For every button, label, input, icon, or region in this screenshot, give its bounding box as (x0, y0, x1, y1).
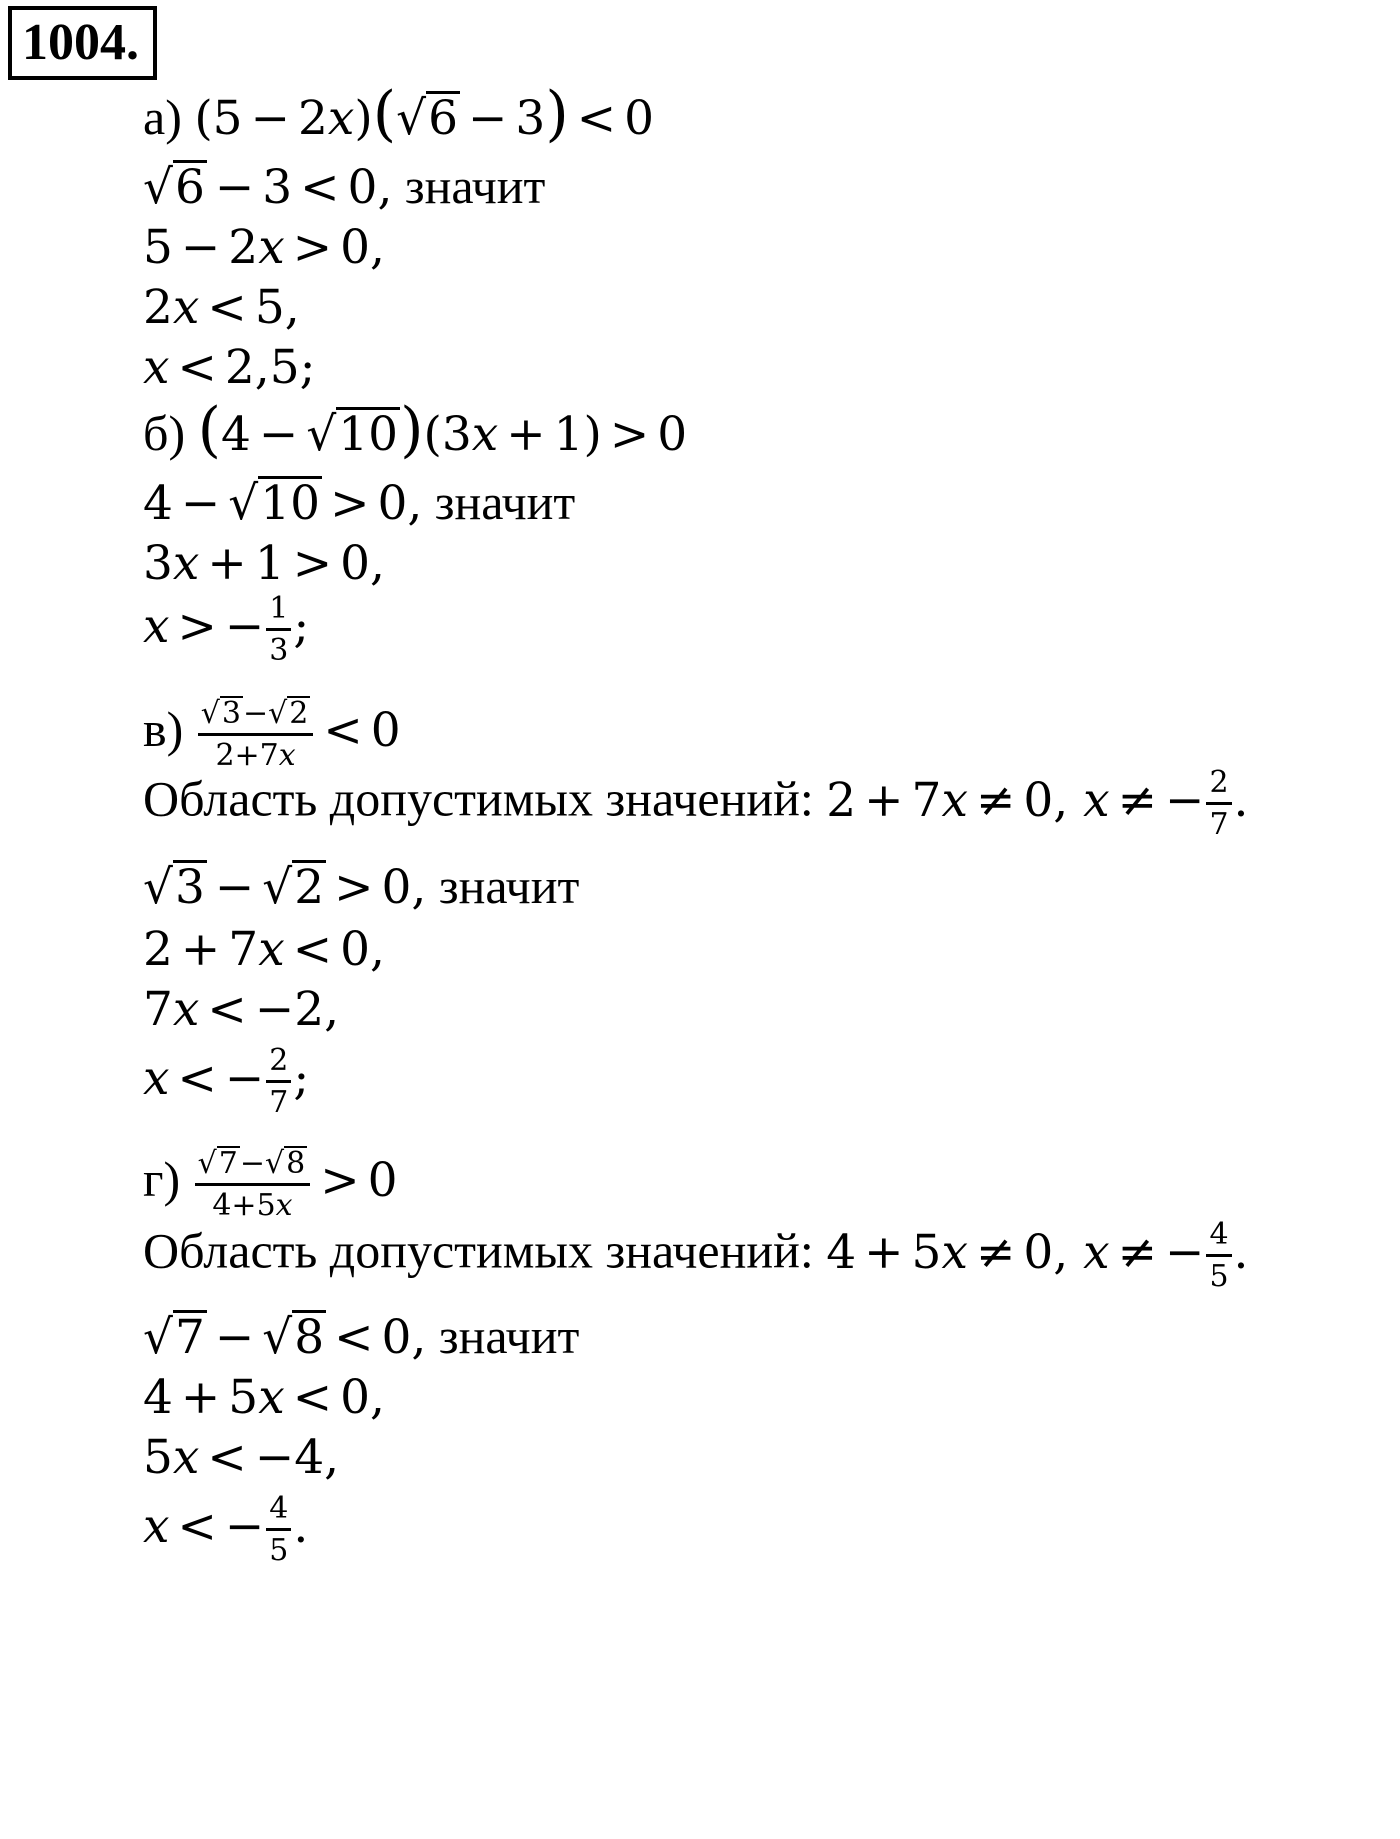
part-g-label: г) (143, 1151, 181, 1207)
part-b-step1: 4 − √10 > 0, значит (143, 474, 576, 531)
part-b-step2: 3x + 1 > 0, (143, 536, 385, 591)
part-v-step3: 7x < −2, (143, 982, 340, 1037)
part-b-step1-text: значит (434, 474, 576, 530)
part-v-step1-text: значит (438, 858, 580, 914)
part-g-odz-label: Область допустимых значений: (143, 1222, 814, 1279)
part-a-answer: x < 2,5; (143, 340, 316, 395)
problem-number: 1004. (8, 6, 157, 80)
part-b-inequality: б) (4 − √10)(3x + 1) > 0 (143, 395, 688, 465)
part-v-odz: Область допустимых значений: 2 + 7x ≠ 0, x ≠ − $\frac{2}{7}$ . (143, 765, 1249, 842)
part-v-answer: x < − $\frac{2}{7}$ ; (143, 1043, 310, 1120)
part-a-step1: √6 − 3 < 0, значит (143, 158, 546, 215)
part-g-step1-text: значит (438, 1308, 580, 1364)
part-g-step3: 5x < −4, (143, 1430, 340, 1485)
part-a-step3: 2x < 5, (143, 280, 300, 335)
part-a-inequality: а) (5 − 2x)(√6 − 3) < 0 (143, 79, 655, 149)
part-v-step1: √3 − √2 > 0, значит (143, 858, 580, 915)
part-g-odz: Область допустимых значений: 4 + 5x ≠ 0, x ≠ − $\frac{4}{5}$ . (143, 1217, 1249, 1294)
part-b-answer: x > − $\frac{1}{3}$ ; (143, 591, 310, 668)
part-v-step2: 2 + 7x < 0, (143, 922, 385, 977)
part-g-step2: 4 + 5x < 0, (143, 1370, 385, 1425)
part-v-label: в) (143, 701, 184, 757)
part-v-inequality: в) $\frac{√3-√2}{2+7x}$ < 0 (143, 696, 401, 773)
part-b-label: б) (143, 405, 186, 461)
part-a-label: а) (143, 89, 182, 145)
part-g-step1: √7 − √8 < 0, значит (143, 1308, 580, 1365)
part-a-step2: 5 − 2x > 0, (143, 220, 385, 275)
part-v-odz-label: Область допустимых значений: (143, 770, 814, 827)
part-g-answer: x < − $\frac{4}{5}$ . (143, 1491, 309, 1568)
part-g-inequality: г) $\frac{√7-√8}{4+5x}$ > 0 (143, 1146, 398, 1223)
part-a-step1-text: значит (404, 158, 546, 214)
